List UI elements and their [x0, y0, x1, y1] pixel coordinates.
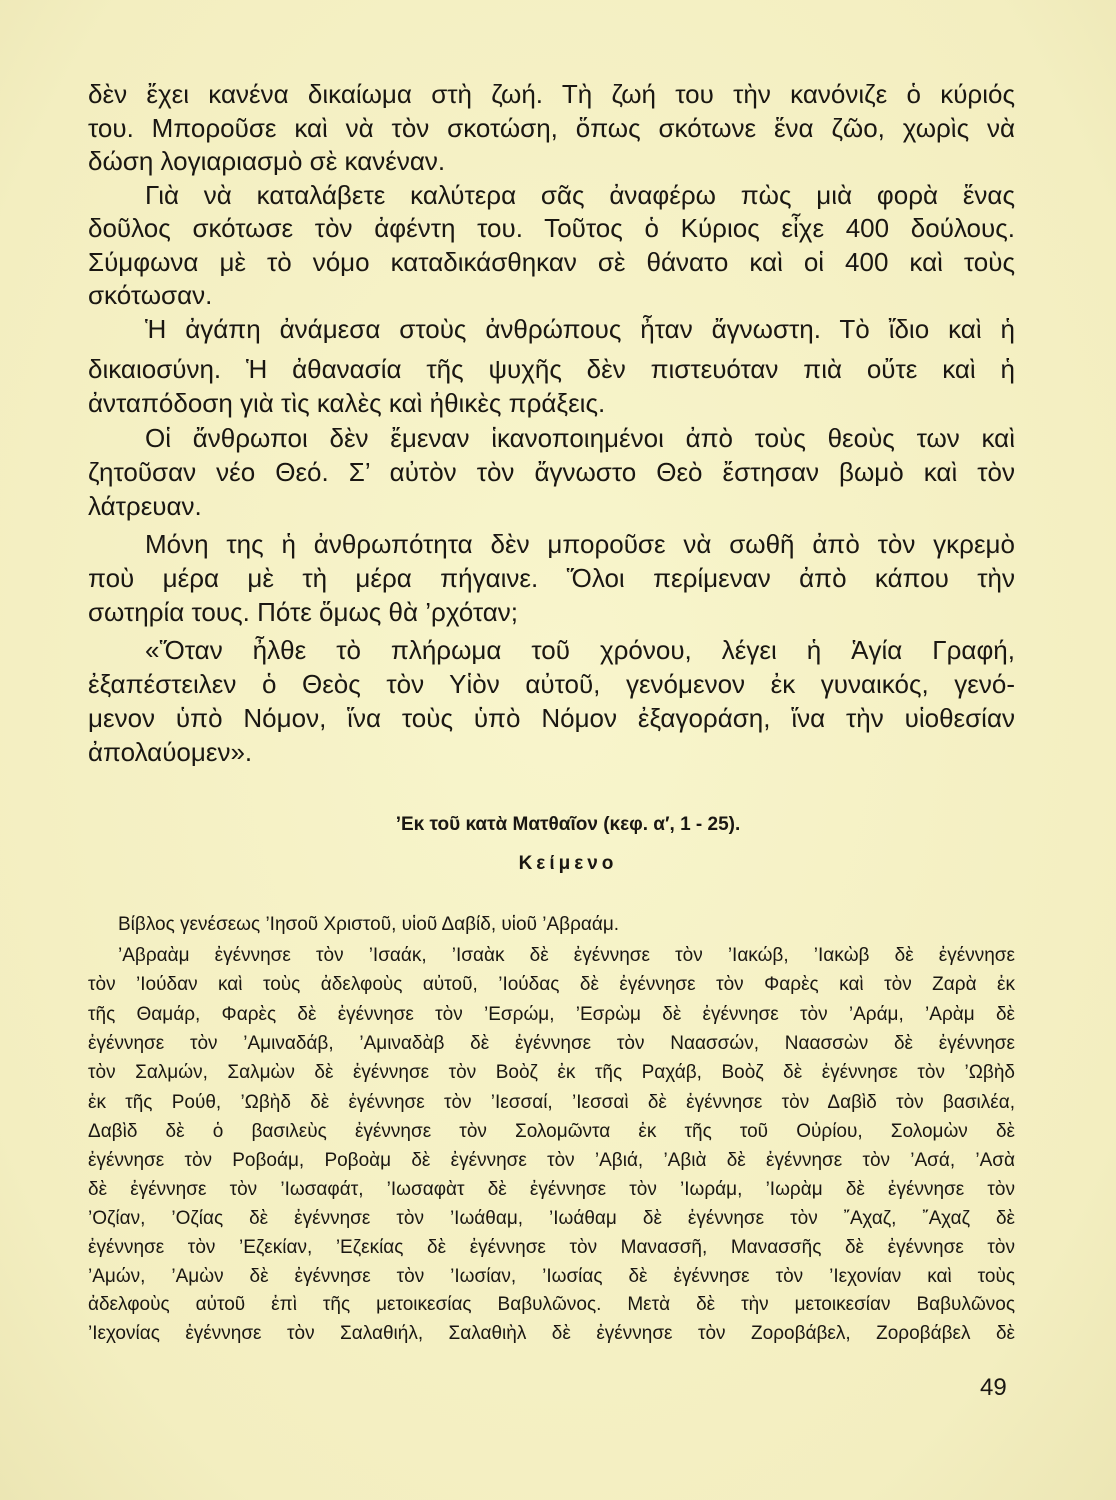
scripture-line: τὸν Σαλμών, Σαλμὼν δὲ ἐγέννησε τὸν Βοὸζ ἐκ τῆς Ραχάβ, Βοὸζ δὲ ἐγέννησε τὸν ’Ωβὴδ: [88, 1062, 1015, 1083]
scripture-line: ἐκ τῆς Ρούθ, ’Ωβὴδ δὲ ἐγέννησε τὸν ’Ιεσσαί, ’Ιεσσαὶ δὲ ἐγέννησε τὸν Δαβὶδ τὸν βασιλέα,: [88, 1092, 1015, 1113]
body-line: ἐξαπέστειλεν ὁ Θεὸς τὸν Υἱὸν αὐτοῦ, γενόμενον ἐκ γυναικός, γενό-: [88, 669, 1015, 699]
body-line: σκότωσαν.: [88, 280, 213, 310]
body-line: Σύμφωνα μὲ τὸ νόμο καταδικάσθηκαν σὲ θάνατο καὶ οἱ 400 καὶ τοὺς: [88, 247, 1015, 277]
scripture-line: τῆς Θαμάρ, Φαρὲς δὲ ἐγέννησε τὸν ’Εσρώμ, ’Εσρὼμ δὲ ἐγέννησε τὸν ’Αράμ, ’Αρὰμ δὲ: [88, 1004, 1015, 1025]
body-line: Μόνη της ἡ ἀνθρωπότητα δὲν μποροῦσε νὰ σωθῆ ἀπὸ τὸν γκρεμὸ: [145, 529, 1015, 559]
scripture-line: ’Αβραὰμ ἐγέννησε τὸν ’Ισαάκ, ’Ισαὰκ δὲ ἐγέννησε τὸν ’Ιακώβ, ’Ιακὼβ δὲ ἐγέννησε: [118, 945, 1015, 966]
body-line: «Ὅταν ἦλθε τὸ πλήρωμα τοῦ χρόνου, λέγει ἡ Ἁγία Γραφή,: [145, 635, 1015, 665]
scripture-line: ἐγέννησε τὸν ’Αμιναδάβ, ’Αμιναδὰβ δὲ ἐγέννησε τὸν Ναασσών, Ναασσὼν δὲ ἐγέννησε: [88, 1033, 1015, 1054]
scripture-line: Δαβὶδ δὲ ὁ βασιλεὺς ἐγέννησε τὸν Σολομῶντα ἐκ τῆς τοῦ Οὐρίου, Σολομὼν δὲ: [88, 1121, 1015, 1142]
section-title: Κείμενο: [518, 853, 618, 874]
scripture-line: ἀδελφοὺς αὐτοῦ ἐπὶ τῆς μετοικεσίας Βαβυλῶνος. Μετὰ δὲ τὴν μετοικεσίαν Βαβυλῶνος: [88, 1294, 1015, 1315]
body-line: του. Μποροῦσε καὶ νὰ τὸν σκοτώση, ὅπως σκότωνε ἕνα ζῶο, χωρὶς νὰ: [88, 113, 1015, 143]
scripture-line: τὸν ’Ιούδαν καὶ τοὺς ἀδελφοὺς αὐτοῦ, ’Ιούδας δὲ ἐγέννησε τὸν Φαρὲς καὶ τὸν Ζαρὰ ἐκ: [88, 974, 1015, 995]
scripture-line: ’Οζίαν, ’Οζίας δὲ ἐγέννησε τὸν ’Ιωάθαμ, ’Ιωάθαμ δὲ ἐγέννησε τὸν ῎Αχαζ, ῎Αχαζ δὲ: [88, 1208, 1015, 1229]
scripture-line: ’Αμών, ’Αμὼν δὲ ἐγέννησε τὸν ’Ιωσίαν, ’Ιωσίας δὲ ἐγέννησε τὸν ’Ιεχονίαν καὶ τοὺς: [88, 1266, 1015, 1287]
body-line: λάτρευαν.: [88, 491, 202, 521]
scripture-line: δὲ ἐγέννησε τὸν ’Ιωσαφάτ, ’Ιωσαφὰτ δὲ ἐγέννησε τὸν ’Ιωράμ, ’Ιωρὰμ δὲ ἐγέννησε τὸν: [88, 1179, 1015, 1200]
body-line: Οἱ ἄνθρωποι δὲν ἔμεναν ἱκανοποιημένοι ἀπὸ τοὺς θεοὺς των καὶ: [145, 423, 1015, 453]
section-source-heading: ’Εκ τοῦ κατὰ Ματθαῖον (κεφ. α′, 1 - 25).: [395, 814, 741, 835]
page-number: 49: [980, 1374, 1007, 1401]
scripture-line: ’Ιεχονίας ἐγέννησε τὸν Σαλαθιήλ, Σαλαθιὴλ δὲ ἐγέννησε τὸν Ζοροβάβελ, Ζοροβάβελ δὲ: [88, 1323, 1015, 1344]
body-line: ζητοῦσαν νέο Θεό. Σ’ αὐτὸν τὸν ἄγνωστο Θεὸ ἔστησαν βωμὸ καὶ τὸν: [88, 457, 1015, 487]
body-line: δὲν ἔχει κανένα δικαίωμα στὴ ζωή. Τὴ ζωή του τὴν κανόνιζε ὁ κύριός: [88, 79, 1015, 109]
body-line: δώση λογιαριασμὸ σὲ κανέναν.: [88, 146, 446, 176]
body-line: Ἡ ἀγάπη ἀνάμεσα στοὺς ἀνθρώπους ἦταν ἄγνωστη. Τὸ ἴδιο καὶ ἡ: [145, 314, 1015, 344]
body-line: ποὺ μέρα μὲ τὴ μέρα πήγαινε. Ὅλοι περίμεναν ἀπὸ κάπου τὴν: [88, 563, 1015, 593]
scripture-line: ἐγέννησε τὸν Ροβοάμ, Ροβοὰμ δὲ ἐγέννησε τὸν ’Αβιά, ’Αβιὰ δὲ ἐγέννησε τὸν ’Ασά, ’Ασὰ: [88, 1150, 1015, 1171]
scripture-line: Βίβλος γενέσεως ’Ιησοῦ Χριστοῦ, υἱοῦ Δαβίδ, υἱοῦ ’Αβραάμ.: [118, 914, 620, 935]
body-line: ἀνταπόδοση γιὰ τὶς καλὲς καὶ ἠθικὲς πράξεις.: [88, 388, 606, 418]
body-line: Γιὰ νὰ καταλάβετε καλύτερα σᾶς ἀναφέρω πὼς μιὰ φορὰ ἕνας: [145, 180, 1015, 210]
body-line: δοῦλος σκότωσε τὸν ἀφέντη του. Τοῦτος ὁ Κύριος εἶχε 400 δούλους.: [88, 213, 1015, 243]
scripture-line: ἐγέννησε τὸν ’Εζεκίαν, ’Εζεκίας δὲ ἐγέννησε τὸν Μανασσῆ, Μανασσῆς δὲ ἐγέννησε τὸν: [88, 1237, 1015, 1258]
body-line: μενον ὑπὸ Νόμον, ἵνα τοὺς ὑπὸ Νόμον ἐξαγοράση, ἵνα τὴν υἱοθεσίαν: [88, 703, 1015, 733]
body-line: ἀπολαύομεν».: [88, 737, 253, 767]
body-line: σωτηρία τους. Πότε ὅμως θὰ ’ρχόταν;: [88, 597, 519, 627]
body-line: δικαιοσύνη. Ἡ ἀθανασία τῆς ψυχῆς δὲν πιστευόταν πιὰ οὔτε καὶ ἡ: [88, 354, 1015, 384]
